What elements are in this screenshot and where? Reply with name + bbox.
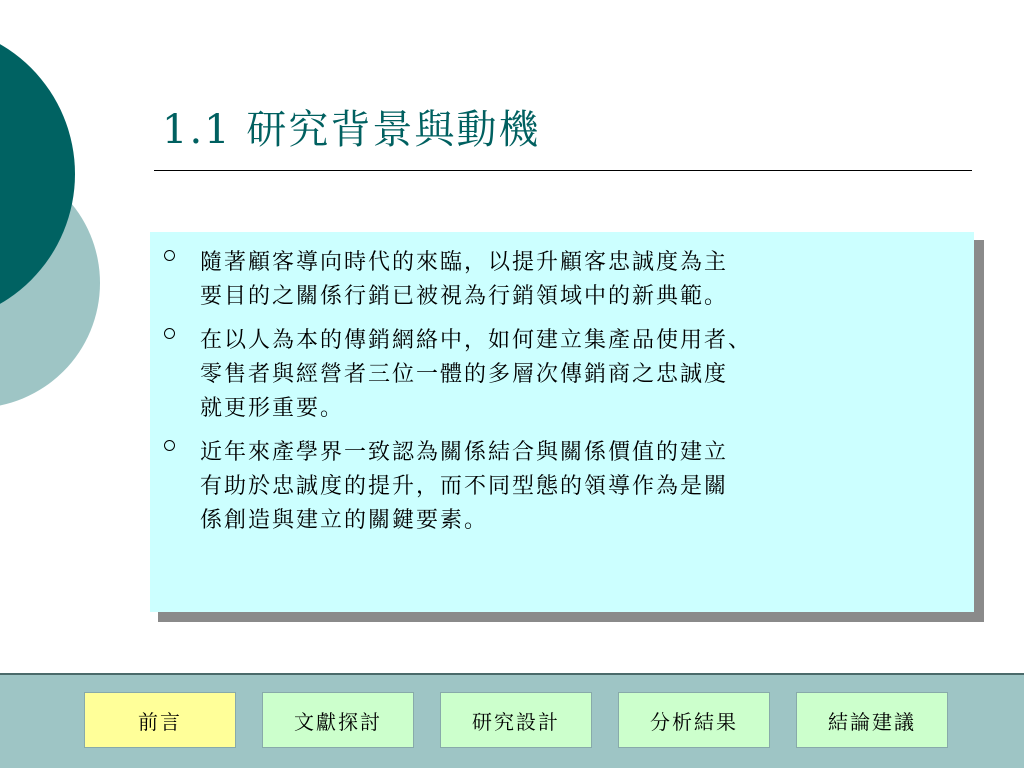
bullet-text-line: 近年來產學界一致認為關係結合與關係價值的建立: [200, 440, 729, 465]
nav-button-analysis-results[interactable]: 分析結果: [618, 692, 770, 748]
title-divider: [154, 170, 972, 171]
bullet-text-line: 係創造與建立的關鍵要素。: [200, 508, 489, 533]
nav-button-literature-review[interactable]: 文獻探討: [262, 692, 414, 748]
content-box: [150, 232, 974, 612]
bullet-list: [150, 246, 990, 548]
navigation-bar: [0, 673, 1024, 768]
nav-button-introduction[interactable]: 前言: [84, 692, 236, 748]
nav-button-research-design[interactable]: 研究設計: [440, 692, 592, 748]
bullet-item: [150, 246, 990, 314]
bullet-text-line: 就更形重要。: [200, 396, 345, 421]
nav-button-conclusions[interactable]: 結論建議: [796, 692, 948, 748]
bullet-item: [150, 324, 990, 426]
hollow-circle-bullet-icon: [164, 250, 175, 261]
hollow-circle-bullet-icon: [164, 440, 175, 451]
hollow-circle-bullet-icon: [164, 328, 175, 339]
bullet-text-line: 要目的之關係行銷已被視為行銷領域中的新典範。: [200, 284, 729, 309]
bullet-text-line: 隨著顧客導向時代的來臨，以提升顧客忠誠度為主: [200, 250, 729, 275]
bullet-item: [150, 436, 990, 538]
slide-title: 1.1 研究背景與動機: [162, 107, 541, 153]
bullet-text-line: 在以人為本的傳銷網絡中，如何建立集產品使用者、: [200, 328, 753, 353]
bullet-text-line: 零售者與經營者三位一體的多層次傳銷商之忠誠度: [200, 362, 729, 387]
bullet-text-line: 有助於忠誠度的提升，而不同型態的領導作為是關: [200, 474, 729, 499]
